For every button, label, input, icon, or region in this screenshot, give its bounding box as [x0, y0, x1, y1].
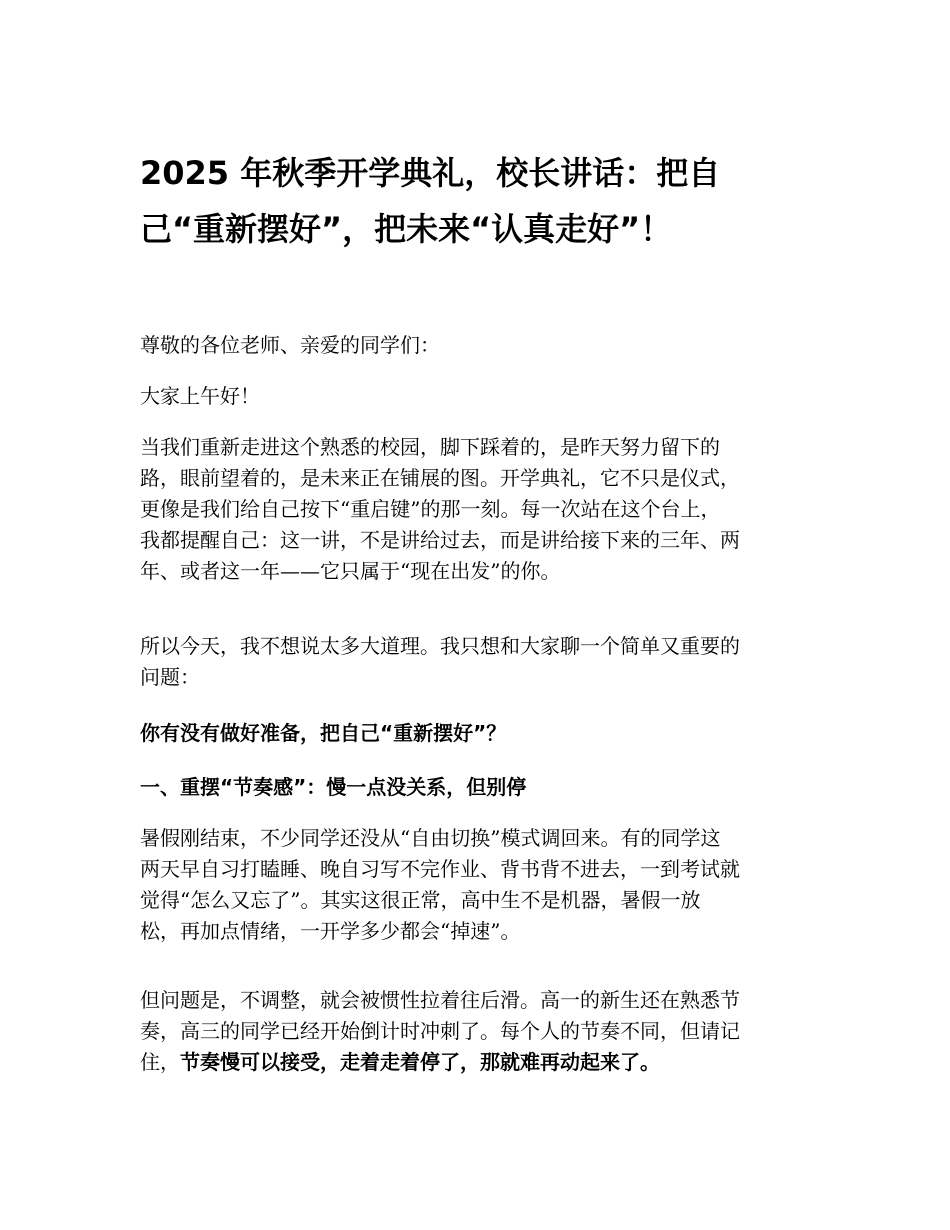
- question-heading: 你有没有做好准备，把自己“重新摆好”？: [140, 721, 507, 745]
- document-title: [140, 145, 800, 257]
- paragraph-4-line: 但问题是，不调整，就会被惯性拉着往后滑。高一的新生还在熟悉节: [140, 988, 740, 1012]
- paragraph-2-line: 问题：: [140, 665, 200, 689]
- paragraph-3-line: 暑假刚结束，不少同学还没从“自由切换”模式调回来。有的同学这: [140, 826, 721, 850]
- paragraph-3-line: 两天早自习打瞌睡、晚自习写不完作业、背书背不进去，一到考试就: [140, 857, 740, 881]
- paragraph-2: [140, 631, 800, 693]
- paragraph-1-line: 路，眼前望着的，是未来正在铺展的图。开学典礼，它不只是仪式，: [140, 466, 740, 490]
- paragraph-4-last-line: [140, 1047, 800, 1078]
- title-line-2: 己“重新摆好”，把未来“认真走好”！: [140, 210, 673, 248]
- paragraph-4-line: 奏，高三的同学已经开始倒计时冲刺了。每个人的节奏不同，但请记: [140, 1019, 740, 1043]
- salutation: 尊敬的各位老师、亲爱的同学们：: [140, 333, 440, 357]
- paragraph-4-emphasis: 节奏慢可以接受，走着走着停了，那就难再动起来了。: [180, 1050, 660, 1074]
- paragraph-2-line: 所以今天，我不想说太多大道理。我只想和大家聊一个简单又重要的: [140, 634, 740, 658]
- paragraph-3-line: 松，再加点情绪，一开学多少都会“掉速”。: [140, 919, 521, 943]
- paragraph-1: [140, 432, 800, 587]
- section-1-heading: 一、重摆“节奏感”：慢一点没关系，但别停: [140, 775, 527, 799]
- title-line-1: 2025 年秋季开学典礼，校长讲话：把自: [140, 154, 721, 192]
- paragraph-1-line: 当我们重新走进这个熟悉的校园，脚下踩着的，是昨天努力留下的: [140, 435, 720, 459]
- paragraph-3-line: 觉得“怎么又忘了”。其实这很正常，高中生不是机器，暑假一放: [140, 888, 701, 912]
- paragraph-4: [140, 985, 800, 1078]
- paragraph-1-line: 更像是我们给自己按下“重启键”的那一刻。每一次站在这个台上，: [140, 497, 721, 521]
- greeting: 大家上午好！: [140, 384, 260, 408]
- paragraph-1-line: 我都提醒自己：这一讲，不是讲给过去，而是讲给接下来的三年、两: [140, 528, 740, 552]
- paragraph-3: [140, 823, 800, 947]
- paragraph-1-line: 年、或者这一年——它只属于“现在出发”的你。: [140, 559, 561, 583]
- paragraph-4-last-prefix: 住，: [140, 1050, 180, 1074]
